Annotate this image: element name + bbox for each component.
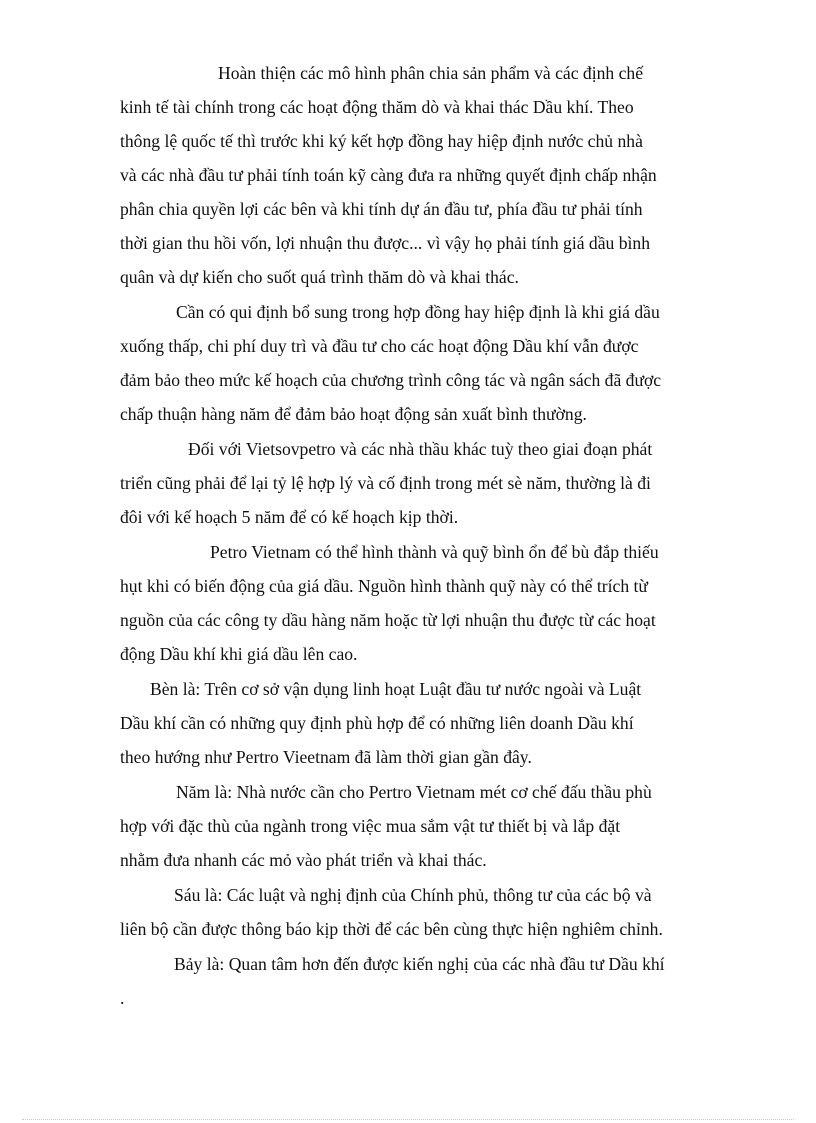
page-bottom-divider: [22, 1119, 794, 1120]
text-line: nhằm đưa nhanh các mỏ vào phát triển và khai thác.: [120, 850, 487, 870]
text-line: Năm là: Nhà nước cần cho Pertro Vietnam mét cơ chế đấu thầu phù: [176, 782, 652, 802]
text-line: .: [120, 988, 125, 1008]
text-line: đảm bảo theo mức kế hoạch của chương trình công tác và ngân sách đã được: [120, 370, 662, 390]
text-line: liên bộ cần được thông báo kịp thời để các bên cùng thực hiện nghiêm chỉnh.: [120, 919, 663, 939]
text-line: Bảy là: Quan tâm hơn đến được kiến nghị của các nhà đầu tư Dầu khí: [174, 954, 665, 974]
text-line: và các nhà đầu tư phải tính toán kỹ càng đưa ra những quyết định chấp nhận: [120, 165, 657, 185]
text-line: Sáu là: Các luật và nghị định của Chính phủ, thông tư của các bộ và: [174, 885, 652, 905]
text-line: Petro Vietnam có thể hình thành và quỹ bình ổn để bù đắp thiếu: [210, 542, 659, 562]
text-line: xuống thấp, chi phí duy trì và đầu tư cho các hoạt động Dầu khí vẫn được: [120, 336, 639, 356]
text-line: hợp với đặc thù của ngành trong việc mua sắm vật tư thiết bị và lắp đặt: [120, 816, 621, 836]
text-line: thời gian thu hồi vốn, lợi nhuận thu được... vì vậy họ phải tính giá dầu bình: [120, 233, 651, 253]
text-line: Hoàn thiện các mô hình phân chia sản phẩm và các định chế: [218, 63, 644, 83]
text-line: theo hướng như Pertro Vieetnam đã làm thời gian gần đây.: [120, 747, 532, 767]
text-line: đôi với kế hoạch 5 năm để có kế hoạch kịp thời.: [120, 507, 459, 527]
text-line: Dầu khí cần có những quy định phù hợp để có những liên doanh Dầu khí: [120, 713, 634, 733]
text-line: kinh tế tài chính trong các hoạt động thăm dò và khai thác Dầu khí. Theo: [120, 97, 634, 117]
text-line: động Dầu khí khi giá dầu lên cao.: [120, 644, 358, 664]
text-line: thông lệ quốc tế thì trước khi ký kết hợp đồng hay hiệp định nước chủ nhà: [120, 131, 643, 151]
text-line: nguồn của các công ty dầu hàng năm hoặc từ lợi nhuận thu được từ các hoạt: [120, 610, 656, 630]
text-line: Đối với Vietsovpetro và các nhà thầu khác tuỳ theo giai đoạn phát: [188, 439, 653, 459]
text-line: Cần có qui định bổ sung trong hợp đồng hay hiệp định là khi giá dầu: [176, 302, 660, 322]
text-line: phân chia quyền lợi các bên và khi tính dự án đầu tư, phía đầu tư phải tính: [120, 199, 643, 219]
text-line: Bèn là: Trên cơ sở vận dụng linh hoạt Luật đầu tư nước ngoài và Luật: [150, 679, 642, 699]
text-line: hụt khi có biến động của giá dầu. Nguồn hình thành quỹ này có thể trích từ: [120, 576, 648, 596]
text-line: quân và dự kiến cho suốt quá trình thăm dò và khai thác.: [120, 267, 519, 287]
text-line: triển cũng phải để lại tỷ lệ hợp lý và cố định trong mét sè năm, thường là đi: [120, 473, 651, 493]
text-line: chấp thuận hàng năm để đảm bảo hoạt động sản xuất bình thường.: [120, 404, 587, 424]
